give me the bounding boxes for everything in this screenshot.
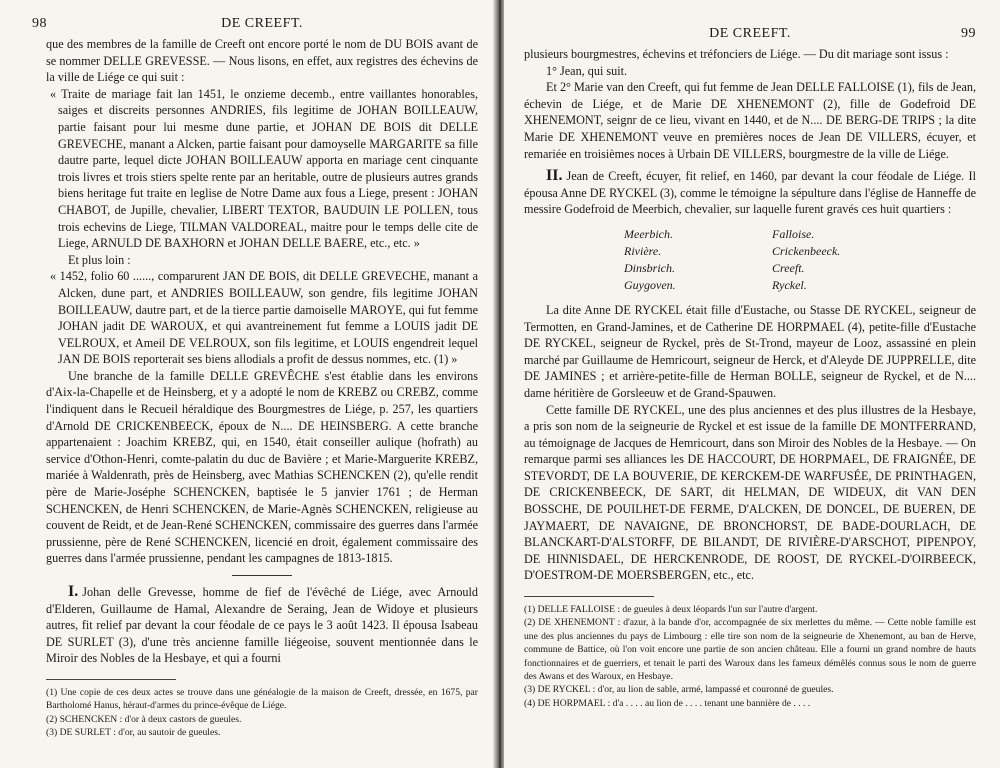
footnote-falloise: (1) DELLE FALLOISE : de gueules à deux léopards l'un sur l'autre d'argent. [524,604,818,616]
left-running-title: DE CREEFT. [221,16,303,31]
section-divider [232,575,292,576]
left-page-number: 98 [32,16,47,31]
quarter-falloise: Falloise. [772,226,815,241]
paragraph-et-plus-loin: Et plus loin : [68,252,131,267]
eight-quarters [624,226,976,294]
paragraph-continuation: plusieurs bourgmestres, échevins et tréfonciers de Liége. — Du dit mariage sont issus : [524,47,949,61]
paragraph-anne-de-ryckel: La dite Anne DE RYCKEL était fille d'Eustache, ou Stasse DE RYCKEL, seigneur de Termotten, en Grand-Jamines, et de Catherine DE HORPMAEL (4), petite-fille d'Eustache DE RYCKEL, seigneur de Ryckel, près de St-Trond, mayeur de Looz, assassiné en plein marché par Guillaume de Hemricourt, seigneur de Herck, et d'Aleyde DE JUPPRELLE, dite DE JAMINES ; et arrière-petite-fille de Herman BOLLE, seigneur de Ryckel, et de N.... dame héritière de Gorsleeuw et de Grand-Spauwen. [524,302,976,400]
right-page-number: 99 [961,26,976,41]
footnote-rule [46,679,176,680]
paragraph-krebz-branch: Une branche de la famille DELLE GREVÊCHE s'est établie dans les environs d'Aix-la-Chapelle et de Heinsberg, et y a adopté le nom de KREBZ ou CREBZ, comme l'indiquent dans le Recueil héraldique des Bourgmestres de Liége, p. 257, les quartiers d'Arnold DE CRICKENBEECK, époux de N.... DE HEINSBERG. A cette branche appartenaient : Joachim KREBZ, qui, en 1540, était conseiller aulique (hofrath) au service d'Othon-Henri, comte-palatin du duc de Bavière ; et Marie-Marguerite KREBZ, mariée à Waldenrath, près de Heinsberg, avec Mathias SCHENCKEN (2), qu'elle rendit père de Marie-Joséphe SCHENCKEN, baptisée le 5 janvier 1761 ; de Herman SCHENCKEN, de Henri SCHENCKEN, de Marie-Agnès SCHENCKEN, religieuse au couvent de Reidt, et de Jean-René SCHENCKEN, commissaire des guerres dans l'armée prussienne, père de René SCHENCKEN, licencié en droit, également commissaire des guerres dans l'armée prussienne, pendant les campagnes de 1813-1815. [46,368,478,566]
quarter-riviere: Rivière. [624,243,662,258]
quarter-crickenbeeck: Crickenbeeck. [772,243,841,258]
footnote-2: (2) SCHENCKEN : d'or à deux castors de gueules. [46,713,242,725]
section-ii-marker: II. [546,167,563,185]
footnote-1: (1) Une copie de ces deux actes se trouve dans une généalogie de la maison de Creeft, dressée, en 1675, par Bartholomé Hanus, héraut-d'armes du prince-évêque de Liége. [46,686,478,712]
section-i [46,584,478,667]
quarter-ryckel: Ryckel. [772,277,807,292]
right-page [504,0,1000,768]
footnote-horpmael: (4) DE HORPMAEL : d'a . . . . au lion de . . . . tenant une bannière de . . . . [524,697,811,709]
footnote-rule [524,596,654,597]
right-running-title: DE CREEFT. [709,26,791,41]
left-page-body [46,36,478,667]
right-page-body [524,46,976,584]
right-page-header [524,26,976,46]
quarter-meerbich: Meerbich. [624,226,673,241]
paragraph-famille-de-ryckel: Cette famille DE RYCKEL, une des plus anciennes et des plus illustres de la Hesbaye, a pris son nom de la seigneurie de Ryckel et est issue de la famille DE MONTFERRAND, au témoignage de Jacques de Hemricourt, dans son Miroir des Nobles de la Hesbaye. — On remarque parmi ses alliances les DE HACCOURT, DE HORPMAEL, DE FRAIGNÉE, DE STEVORDT, DE LA BOUVERIE, DE KERCKEM-DE WARFUSÉE, DE PRINTHAGEN, DE CRICKENBEECK, DE SART, dit HELMAN, DE WIDEUX, dit VAN DEN BOSSCHE, DE POUILHET-DE FERME, D'ALCKEN, DE DONCEL, DE BUEREN, DE JAYMAERT, DE NAVAIGNE, DE BRONCHORST, DE BADE-DOURLACH, DE BLANCKART-D'ALSTORFF, DE BILANDT, DE RIVIÈRE-D'ARSCHOT, PIPENPOY, DE HINNISDAEL, DE HERCKENRODE, DE ROOST, DE RYCKEL-D'OIRBEECK, D'OESTROM-DE MOERSBERGEN, etc., etc. [524,402,976,583]
issue-marie: Et 2° Marie van den Creeft, qui fut femme de Jean DELLE FALLOISE (1), fils de Jean, échevin de Liége, et de Marie DE XHENEMONT (2), fille de Godefroid DE XHENEMONT, seignr de ce lieu, vivant en 1440, et de N.... DE BERG-DE TRIPS ; la dite Marie DE XHENEMONT veuve en premières noces de Jean DE VILLERS, écuyer, et remariée en troisièmes noces à Urbain DE VILLERS, bourgmestre de la ville de Liége. [524,80,976,161]
section-i-marker: I. [68,583,79,600]
quote-marriage-1451: « Traite de mariage fait lan 1451, le onzieme decemb., entre vaillantes honorables, saiges et discreits personnes ANDRIES, fils legitime de JOHAN BOILLEAUW, partie faisant pour lui mesme dune partie, et JOHAN DE BOIS dit DELLE GREVECHE, manant a Alcken, partie faisant pour damoyselle MARGARITE sa fille dautre parte, lequel dicte JOHAN BOILLEAUW apporta en mariage cent cinquante trois livres et trois stiers spelte rente par an heritable, outre de plusieurs autres grands biens heritage fut traite en leglise de Notre Dame aux fous a Liege, present : JOHAN CHABOT, de Jupille, chevalier, LIBERT TEXTOR, BAUDUIN LE POLLEN, tous trois echevins de Liege, TILMAN VALDOREAL, maitre pour le temps delle cite de Liege, ARNULD DE BAXHORN et JOHAN DELLE BAERE, etc., etc. » [50,86,478,251]
quarter-guygoven: Guygoven. [624,277,676,292]
quote-1452: « 1452, folio 60 ......, comparurent JAN DE BOIS, dit DELLE GREVECHE, manant a Alcken, dune part, et ANDRIES BOILLEAUW, son gendre, fils legitime JOHAN BOILLEAUW, dautre part, et de la tierce partie damoiselle MAROYE, qui fut femme JOHAN jadit DE WAROUX, et qui avantreinement fut femme a LOUIS jadit DE VELROUX, et Ameil DE VELROUX, son fils legitime, et LOUIS engendreit lequel JAN DE BOIS reporterait ses biens allodials a profit de dessus nommes, etc. (1) » [50,269,478,367]
issue-jean: 1° Jean, qui suit. [546,63,628,78]
paragraph-surname-intro: que des membres de la famille de Creeft ont encore porté le nom de DU BOIS avant de se nommer DELLE GREVESSE. — Nous lisons, en effet, aux registres des échevins de la ville de Liége ce qui suit : [46,37,478,85]
footnote-3: (3) DE SURLET : d'or, au sautoir de gueules. [46,727,221,739]
right-footnotes [524,603,976,710]
left-page [0,0,496,768]
quarter-creeft: Creeft. [772,260,805,275]
footnote-xhenemont: (2) DE XHENEMONT : d'azur, à la bande d'or, accompagnée de six merlettes du même. — Cette noble famille est une des plus anciennes du pays de Limbourg : elle tire son nom de la seigneurie de Xhenemont, au ban de Herve, commune de Battice, où l'on voit encore une partie de son ancien château. Elle a fourni un grand nombre de hauts fonctionnaires et de guerriers, et tenait le parti des Waroux dans les fameux démêlés connus sous le nom de guerre des Awans et des Waroux, en Hesbaye. [524,617,976,683]
section-ii [524,168,976,218]
left-footnotes [46,686,478,740]
quarter-dinsbrich: Dinsbrich. [624,260,675,275]
section-i-text: Johan delle Grevesse, homme de fief de l'évêché de Liége, avec Arnould d'Elderen, Guillaume de Hamal, Alexandre de Seraing, Jean de Widoye et plusieurs autres, fit relief par devant la cour féodale de ce pays le 3 août 1423. Il épousa Isabeau DE SURLET (3), d'une très ancienne famille liégeoise, souvent mentionnée dans le Miroir des Nobles de la Hesbaye, et qui a fourni [46,585,478,666]
footnote-ryckel: (3) DE RYCKEL : d'or, au lion de sable, armé, lampassé et couronné de gueules. [524,684,834,696]
left-page-header [32,16,478,36]
section-ii-text: Jean de Creeft, écuyer, fit relief, en 1460, par devant la cour féodale de Liége. Il épousa Anne DE RYCKEL (3), comme le témoigne la sépulture dans l'église de Hanneffe de messire Godefroid de Meerbich, chevalier, sur laquelle furent gravés ces huit quartiers : [524,169,976,217]
